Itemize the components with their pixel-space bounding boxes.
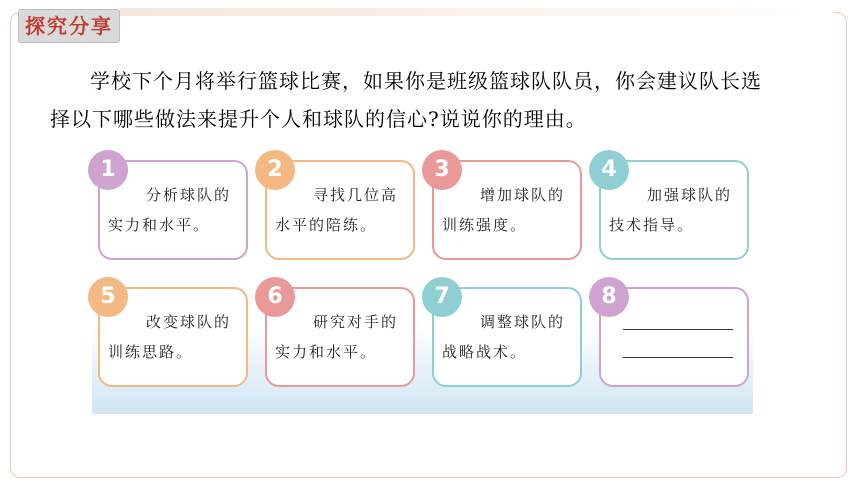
- card-line-1: 分析球队的: [146, 186, 232, 204]
- header-decoration-bar: [120, 8, 835, 16]
- card-text: [442, 180, 572, 240]
- blank-answer-line-1: [623, 329, 733, 330]
- card-line-2: 技术指导。: [609, 216, 695, 234]
- card-line-2: 实力和水平。: [275, 343, 378, 361]
- card-text: [108, 180, 238, 240]
- option-card-3: [432, 157, 582, 260]
- number-badge: 7: [422, 277, 462, 317]
- section-badge: 探究分享: [18, 9, 120, 43]
- number-badge: 5: [88, 277, 128, 317]
- number-badge: 6: [255, 277, 295, 317]
- card-line-2: 实力和水平。: [108, 216, 211, 234]
- option-card-4: [599, 157, 749, 260]
- intro-line-2: 择以下哪些做法来提升个人和球队的信心?说说你的理由。: [50, 107, 587, 131]
- intro-paragraph: [50, 62, 830, 138]
- number-badge: 3: [422, 150, 462, 190]
- card-line-1: 增加球队的: [480, 186, 566, 204]
- card-line-1: 调整球队的: [480, 313, 566, 331]
- number-badge: 8: [589, 277, 629, 317]
- card-line-1: 寻找几位高: [313, 186, 399, 204]
- number-badge: 4: [589, 150, 629, 190]
- card-line-1: 研究对手的: [313, 313, 399, 331]
- card-text: [108, 307, 238, 367]
- card-line-2: 训练思路。: [108, 343, 194, 361]
- number-badge: 2: [255, 150, 295, 190]
- card-text: [275, 307, 405, 367]
- blank-answer-line-2: [623, 357, 733, 358]
- card-line-1: 改变球队的: [146, 313, 232, 331]
- option-card-6: [265, 284, 415, 387]
- card-line-1: 加强球队的: [647, 186, 733, 204]
- card-text: [275, 180, 405, 240]
- card-line-2: 水平的陪练。: [275, 216, 378, 234]
- number-badge: 1: [88, 150, 128, 190]
- option-card-7: [432, 284, 582, 387]
- option-card-5: [98, 284, 248, 387]
- options-panel: [92, 148, 753, 414]
- card-text: [609, 180, 739, 240]
- option-card-1: [98, 157, 248, 260]
- card-line-2: 训练强度。: [442, 216, 528, 234]
- card-text: [442, 307, 572, 367]
- option-card-2: [265, 157, 415, 260]
- card-line-2: 战略战术。: [442, 343, 528, 361]
- option-card-8: [599, 284, 749, 387]
- intro-line-1: 学校下个月将举行篮球比赛，如果你是班级篮球队队员，你会建议队长选: [90, 69, 762, 93]
